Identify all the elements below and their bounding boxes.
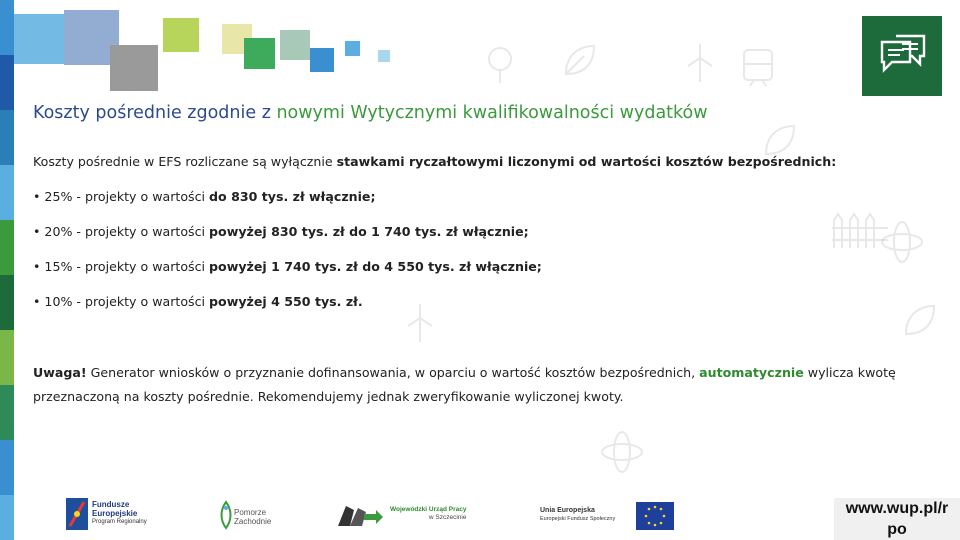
ue-line-2: Europejski Fundusz Społeczny	[540, 516, 616, 522]
bullet-bold: powyżej 4 550 tys. zł.	[209, 294, 363, 309]
bullet-item	[33, 259, 542, 274]
bullet-plain: • 15% - projekty o wartości	[33, 259, 210, 274]
windmill-icon	[680, 40, 720, 84]
bullet-item	[33, 294, 363, 309]
eu-flag-icon	[636, 502, 674, 530]
atom-icon	[600, 430, 644, 474]
note-line-2: przeznaczoną na koszty pośrednie. Rekomendujemy jednak zweryfikowanie wyliczonej kwoty.	[33, 389, 624, 404]
chat-icon-box	[862, 16, 942, 96]
leaf-icon	[900, 300, 940, 340]
wup-line-2: w Szczecinie	[428, 514, 467, 521]
wup-emblem	[336, 500, 384, 530]
note-highlight: automatycznie	[699, 365, 804, 380]
website-link[interactable]	[834, 498, 960, 540]
fundusze-europejskie-logo	[66, 494, 156, 534]
bullet-bold: do 830 tys. zł włącznie;	[209, 189, 376, 204]
bullet-item	[33, 224, 529, 239]
bullet-plain: • 10% - projekty o wartości	[33, 294, 210, 309]
pomorze-line-2: Zachodnie	[234, 517, 272, 526]
slide-title	[33, 103, 708, 123]
note-label: Uwaga!	[33, 365, 87, 380]
intro-text	[33, 154, 836, 169]
bullet-bold: powyżej 830 tys. zł do 1 740 tys. zł włącznie;	[209, 224, 529, 239]
windmill-icon	[400, 300, 440, 344]
bullet-item	[33, 189, 376, 204]
bullet-bold: powyżej 1 740 tys. zł do 4 550 tys. zł włącznie;	[209, 259, 542, 274]
fe-star-emblem	[66, 498, 88, 530]
title-part-1: Koszty pośrednie zgodnie z	[33, 103, 277, 123]
chat-bubbles-icon	[862, 16, 942, 96]
bullet-plain: • 20% - projekty o wartości	[33, 224, 210, 239]
intro-plain: Koszty pośrednie w EFS rozliczane są wyłącznie	[33, 154, 337, 169]
wup-szczecin-logo	[336, 494, 486, 534]
tree-icon	[482, 45, 518, 85]
left-color-stripe	[0, 0, 14, 540]
intro-bold: stawkami ryczałtowymi liczonymi od wartości kosztów bezpośrednich:	[336, 154, 837, 169]
bullet-plain: • 25% - projekty o wartości	[33, 189, 210, 204]
wup-line-1: Wojewódzki Urząd Pracy	[390, 506, 467, 513]
note-line-1	[33, 365, 896, 380]
unia-europejska-logo	[540, 494, 680, 534]
pomorze-emblem	[216, 500, 236, 530]
fence-icon	[830, 210, 890, 250]
fe-line-2: Europejskie	[92, 509, 138, 518]
note-text-end: wylicza kwotę	[803, 365, 896, 380]
pomorze-line-1: Pomorze	[234, 508, 267, 517]
fe-line-3: Program Regionalny	[92, 519, 147, 525]
leaf-icon	[560, 40, 600, 80]
fe-line-1: Fundusze	[92, 500, 130, 509]
note-text: Generator wniosków o przyznanie dofinansowania, w oparciu o wartość kosztów bezpośrednich,	[86, 365, 700, 380]
website-line-1: www.wup.pl/r	[845, 500, 949, 517]
ue-line-1: Unia Europejska	[540, 507, 595, 514]
website-line-2: po	[887, 521, 907, 538]
tram-icon	[740, 44, 776, 88]
title-highlight: nowymi Wytycznymi kwalifikowalności wydatków	[276, 103, 708, 123]
pomorze-zachodnie-logo	[216, 494, 286, 534]
